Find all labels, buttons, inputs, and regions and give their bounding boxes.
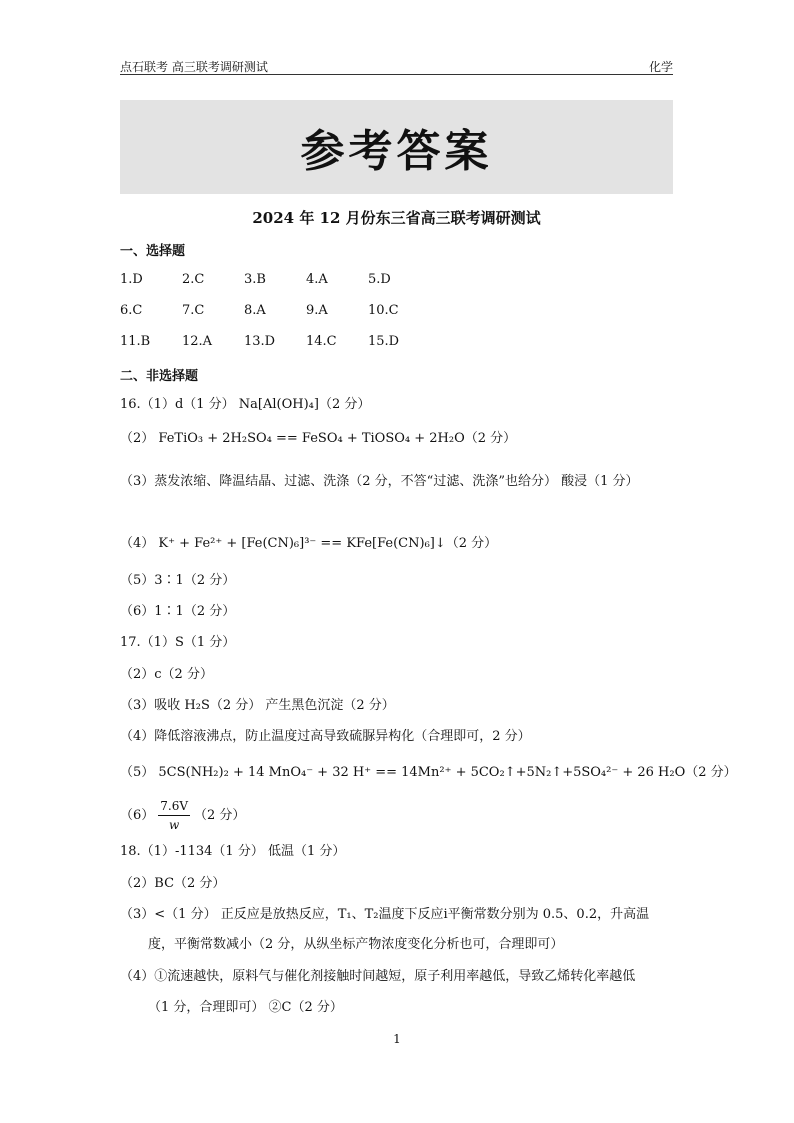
- q18-part2: （2）BC（2 分）: [120, 876, 226, 891]
- q16-part3: （3）蒸发浓缩、降温结晶、过滤、洗涤（2 分，不答“过滤、洗涤”也给分） 酸浸（1 分）: [120, 474, 639, 489]
- q16-part1: 16.（1）d（1 分） Na[Al(OH)₄]（2 分）: [120, 397, 371, 412]
- answer-item: 3.B: [244, 272, 266, 287]
- doc-title: 2024 年 12 月份东三省高三联考调研测试: [252, 209, 541, 227]
- answer-item: 5.D: [368, 272, 391, 287]
- q17-part5: （5） 5CS(NH₂)₂ + 14 MnO₄⁻ + 32 H⁺ == 14Mn²⁺ + 5CO₂↑+5N₂↑+5SO₄²⁻ + 26 H₂O（2 分）: [120, 765, 737, 780]
- q16-part4: （4） K⁺ + Fe²⁺ + [Fe(CN)₆]³⁻ == KFe[Fe(CN)₆]↓（2 分）: [120, 536, 498, 551]
- q17-part2: （2）c（2 分）: [120, 667, 213, 682]
- q18-part4-line2: （1 分，合理即可） ②C（2 分）: [148, 1000, 343, 1015]
- answer-item: 10.C: [368, 303, 399, 318]
- answer-banner: [120, 100, 673, 194]
- answers-row-2: [120, 303, 430, 318]
- answer-item: 4.A: [306, 272, 328, 287]
- header-subject: 化学: [648, 60, 673, 74]
- answer-item: 15.D: [368, 334, 400, 349]
- answer-item: 8.A: [244, 303, 266, 318]
- answer-item: 1.D: [120, 272, 143, 287]
- header-left: 点石联考 高三联考调研测试: [120, 60, 268, 74]
- q17-part3: （3）吸收 H₂S（2 分） 产生黑色沉淀（2 分）: [120, 698, 395, 713]
- q18-part4-line1: （4）①流速越快，原料气与催化剂接触时间越短，原子利用率越低，导致乙烯转化率越低: [120, 969, 636, 984]
- fraction: [158, 797, 190, 834]
- q17-6-prefix: （6）: [120, 808, 155, 823]
- q18-part3-line2: 度，平衡常数减小（2 分，从纵坐标产物浓度变化分析也可，合理即可）: [148, 937, 564, 952]
- answer-item: 7.C: [182, 303, 205, 318]
- answer-item: 6.C: [120, 303, 143, 318]
- answers-row-1: [120, 272, 430, 287]
- q16-part2: （2） FeTiO₃ + 2H₂SO₄ == FeSO₄ + TiOSO₄ + 2H₂O（2 分）: [120, 431, 517, 446]
- q17-part6: [120, 797, 673, 831]
- q17-part4: （4）降低溶液沸点，防止温度过高导致硫脲异构化（合理即可，2 分）: [120, 729, 531, 744]
- answer-item: 2.C: [182, 272, 205, 287]
- answer-item: 14.C: [306, 334, 337, 349]
- fraction-numerator: 7.6V: [158, 797, 190, 816]
- q16-part5: （5）3∶1（2 分）: [120, 573, 236, 588]
- answer-item: 13.D: [244, 334, 276, 349]
- page-header: [120, 58, 673, 75]
- banner-title: 参考答案: [300, 126, 493, 177]
- q18-part3-line1: （3）<（1 分） 正反应是放热反应，T₁、T₂温度下反应i平衡常数分别为 0.5、0.2，升高温: [120, 907, 650, 922]
- fraction-denominator: w: [169, 818, 180, 832]
- answer-item: 12.A: [182, 334, 213, 349]
- q18-part1: 18.（1）-1134（1 分） 低温（1 分）: [120, 844, 346, 859]
- answer-item: 9.A: [306, 303, 328, 318]
- q16-part6: （6）1∶1（2 分）: [120, 604, 236, 619]
- section-nonchoice: 二、非选择题: [120, 369, 199, 384]
- answer-item: 11.B: [120, 334, 151, 349]
- q17-part1: 17.（1）S（1 分）: [120, 635, 236, 650]
- answers-row-3: [120, 334, 430, 349]
- section-choice: 一、选择题: [120, 244, 186, 259]
- page-number: 1: [393, 1032, 401, 1046]
- q17-6-suffix: （2 分）: [194, 808, 246, 823]
